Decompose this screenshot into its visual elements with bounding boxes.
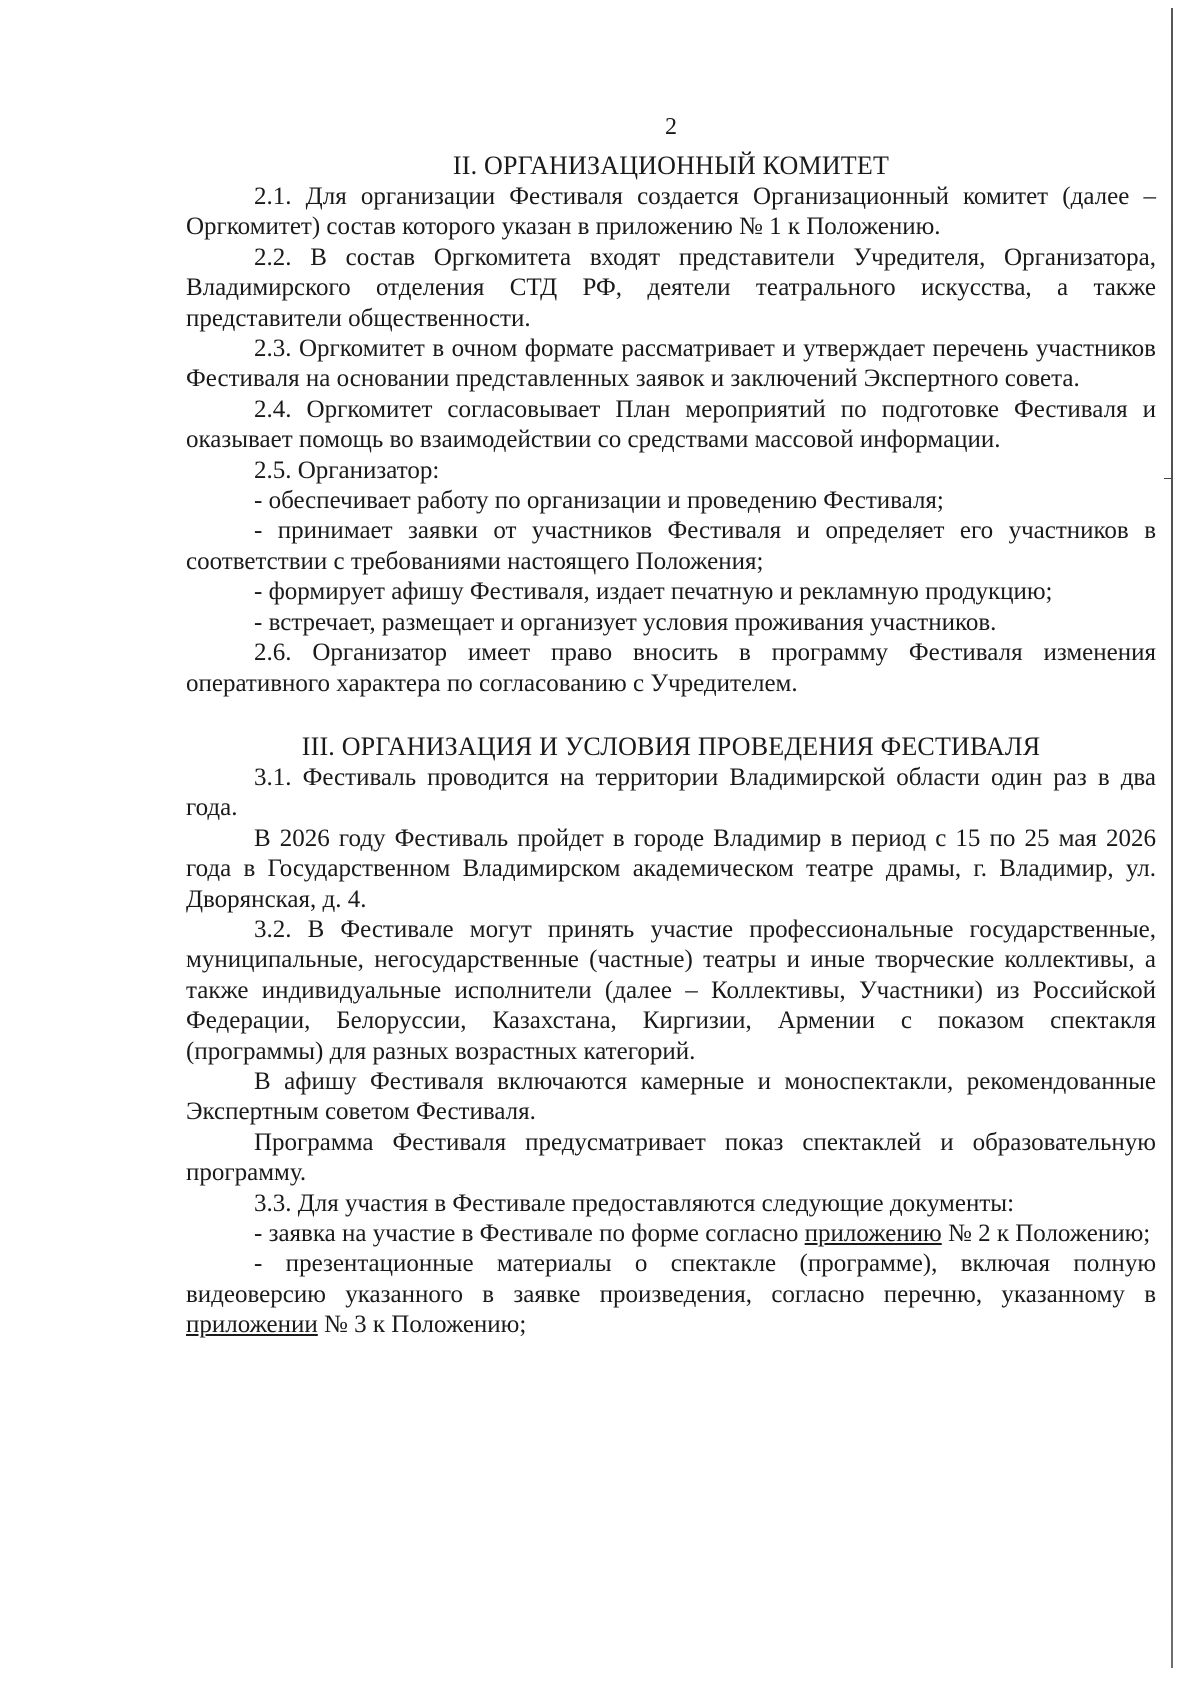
paragraph-3-1-dates: В 2026 году Фестиваль пройдет в городе Владимир в период с 15 по 25 мая 2026 года в Государственном Владимирском академическом театре драмы, г. Владимир, ул. Дворянская, д. 4. — [186, 824, 1156, 913]
text-fragment: - презентационные материалы о спектакле (программе), включая полную видеоверсию указанного в заявке произведения, согласно перечню, указанному в — [186, 1250, 1156, 1308]
paragraph-2-1: 2.1. Для организации Фестиваля создается Организационный комитет (далее – Оргкомитет) состав которого указан в приложению № 1 к Положению. — [186, 183, 1156, 241]
paragraph-3-2: 3.2. В Фестивале могут принять участие профессиональные государственные, муниципальные, негосударственные (частные) театры и иные творческие коллективы, а также индивидуальные исполнители (далее – Коллективы, Участники) из Российской Федерации, Белоруссии, Казахстана, Киргизии, Армении с показом спектакля (программы) для разных возрастных категорий. — [186, 915, 1156, 1065]
paragraph-2-3: 2.3. Оргкомитет в очном формате рассматривает и утверждает перечень участников Фестиваля на основании представленных заявок и заключений Экспертного совета. — [186, 335, 1156, 393]
paragraph-2-4: 2.4. Оргкомитет согласовывает План мероприятий по подготовке Фестиваля и оказывает помощь во взаимодействии со средствами массовой информации. — [186, 395, 1156, 454]
document-item-materials — [186, 1249, 1156, 1340]
section-2-heading: II. ОРГАНИЗАЦИОННЫЙ КОМИТЕТ — [452, 151, 890, 180]
text-fragment: № 2 к Положению; — [941, 1220, 1151, 1247]
paragraph-2-5: 2.5. Организатор: — [254, 456, 440, 484]
organizer-duty-3: - формирует афишу Фестиваля, издает печатную и рекламную продукцию; — [254, 578, 1053, 606]
organizer-duty-4: - встречает, размещает и организует условия проживания участников. — [254, 608, 997, 636]
document-body — [186, 150, 1156, 1341]
page-number: 2 — [665, 114, 677, 140]
text-fragment: - заявка на участие в Фестивале по форме согласно — [254, 1220, 805, 1247]
appendix-2-link[interactable]: приложению — [804, 1220, 942, 1247]
document-item-application — [186, 1219, 1156, 1249]
paragraph-2-2: 2.2. В состав Оргкомитета входят представители Учредителя, Организатора, Владимирского отделения СТД РФ, деятели театрального искусства, а также представители общественности. — [186, 243, 1156, 332]
paragraph-3-2-poster: В афишу Фестиваля включаются камерные и моноспектакли, рекомендованные Экспертным советом Фестиваля. — [186, 1067, 1156, 1126]
paragraph-3-1: 3.1. Фестиваль проводится на территории Владимирской области один раз в два года. — [186, 763, 1156, 822]
section-3-heading: III. ОРГАНИЗАЦИЯ И УСЛОВИЯ ПРОВЕДЕНИЯ ФЕСТИВАЛЯ — [301, 731, 1041, 761]
paragraph-3-3: 3.3. Для участия в Фестивале предоставляются следующие документы: — [254, 1189, 1015, 1217]
scan-mark — [1164, 478, 1171, 479]
scan-border-line — [1171, 8, 1173, 1668]
paragraph-2-6: 2.6. Организатор имеет право вносить в программу Фестиваля изменения оперативного характера по согласованию с Учредителем. — [186, 639, 1156, 697]
text-fragment: № 3 к Положению; — [317, 1311, 527, 1339]
organizer-duty-1: - обеспечивает работу по организации и проведению Фестиваля; — [254, 487, 944, 515]
appendix-3-link[interactable]: приложении — [186, 1311, 318, 1339]
organizer-duty-2: - принимает заявки от участников Фестиваля и определяет его участников в соответствии с требованиями настоящего Положения; — [186, 517, 1156, 575]
paragraph-3-2-program: Программа Фестиваля предусматривает показ спектаклей и образовательную программу. — [186, 1128, 1156, 1187]
